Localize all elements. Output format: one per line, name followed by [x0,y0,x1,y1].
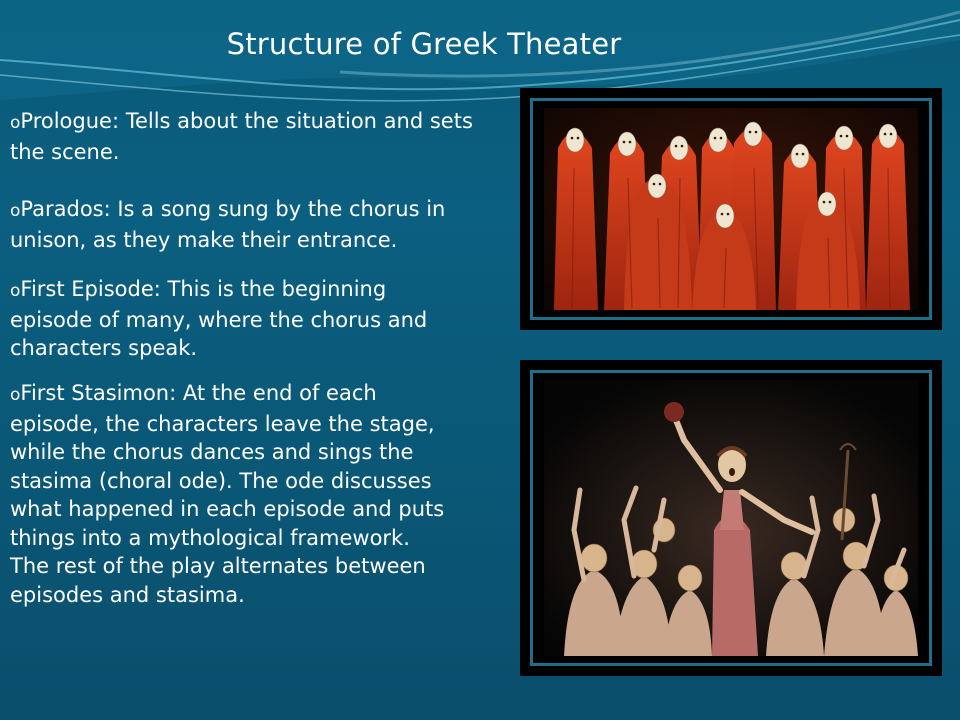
bullet-marker: o [10,201,21,221]
bullet-text: First Stasimon: At the end of each episode, the characters leave the stage, while the chorus dances and sings the stasima (choral ode). The ode discusses what happened in each episode and puts things into a mythological framework. The rest of the play alternates between episodes and stasima. [10,381,445,607]
slide-title: Structure of Greek Theater [226,27,622,61]
bullet-text: Parados: Is a song sung by the chorus in unison, as they make their entrance. [10,197,446,252]
chorus-red-robes-photo [544,108,918,310]
performers-illustration [544,380,918,656]
bullet-text: Prologue: Tells about the situation and sets the scene. [10,109,473,164]
bullet-item [10,275,450,363]
photo-frame-chorus [520,88,942,330]
bullet-marker: o [10,281,21,301]
masked-performers-stage-photo [544,380,918,656]
bullet-item [10,195,490,254]
bullet-item [10,379,450,609]
bullet-marker: o [10,113,21,133]
chorus-illustration [544,108,918,310]
bullet-item [10,107,490,166]
bullet-marker: o [10,385,21,405]
bullet-text: First Episode: This is the beginning episode of many, where the chorus and characters speak. [10,277,428,360]
photo-frame-performers [520,360,942,676]
